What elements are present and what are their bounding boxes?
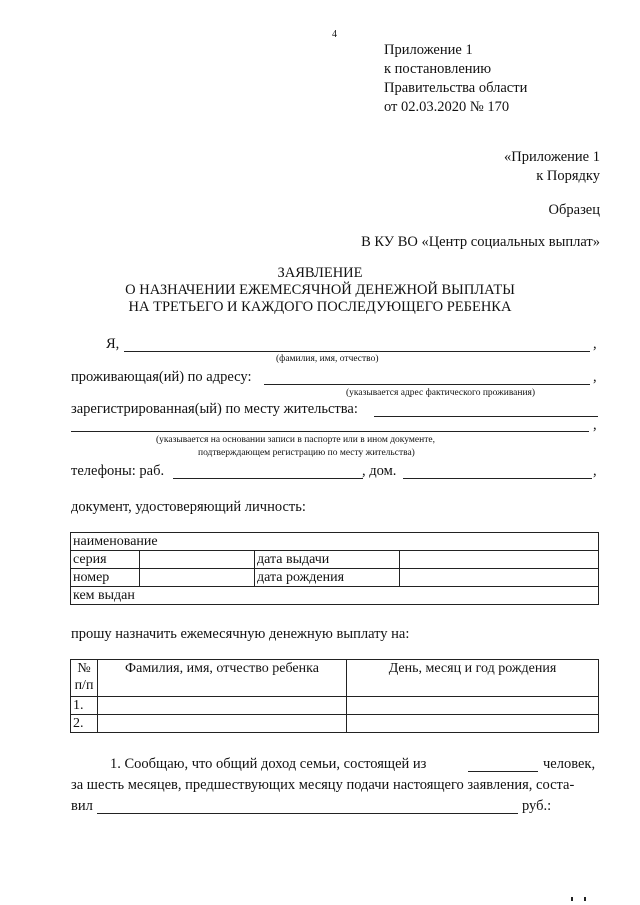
scan-mark	[571, 897, 573, 901]
child-birth-date-cell[interactable]	[347, 715, 599, 733]
home-phone-field[interactable]	[403, 478, 592, 479]
work-phone-field[interactable]	[173, 478, 363, 479]
attachment-block	[504, 148, 600, 186]
registered-hint-1: (указывается на основании записи в паспорте или в ином документе,	[156, 435, 435, 445]
sample-label: Образец	[548, 202, 600, 218]
header-block	[384, 41, 527, 117]
header-line: к постановлению	[384, 61, 492, 77]
fio-field[interactable]	[124, 351, 590, 352]
page-number: 4	[332, 29, 337, 40]
row-number: 1.	[71, 697, 98, 715]
id-document-table	[70, 532, 599, 605]
doc-birth-date-label: дата рождения	[255, 569, 400, 587]
attachment-line: к Порядку	[536, 168, 600, 184]
col-number-header-1: №	[77, 661, 91, 676]
doc-series-cell[interactable]	[140, 551, 255, 569]
document-label: документ, удостоверяющий личность:	[71, 499, 306, 515]
phones-label: телефоны: раб.	[71, 463, 165, 479]
child-name-cell[interactable]	[98, 697, 347, 715]
col-number-header	[71, 660, 98, 697]
ya-label: Я,	[106, 336, 120, 352]
header-line: Правительства области	[384, 80, 528, 96]
header-line: от 02.03.2020 № 170	[384, 99, 510, 115]
income-currency-label: руб.:	[522, 798, 552, 814]
registered-field-2[interactable]	[71, 431, 589, 432]
doc-name-cell[interactable]: наименование	[71, 533, 599, 551]
income-line-1: 1. Сообщаю, что общий доход семьи, состоящей из	[110, 756, 427, 772]
registered-field[interactable]	[374, 416, 598, 417]
child-birth-date-cell[interactable]	[347, 697, 599, 715]
home-phone-label: , дом.	[362, 463, 397, 479]
title-line: НА ТРЕТЬЕГО И КАЖДОГО ПОСЛЕДУЮЩЕГО РЕБЕНКА	[128, 299, 512, 315]
address-field[interactable]	[264, 384, 590, 385]
scan-mark	[584, 897, 586, 901]
col-birth-date-header: День, месяц и год рождения	[347, 660, 599, 697]
doc-issue-date-label: дата выдачи	[255, 551, 400, 569]
registered-hint-2: подтверждающем регистрацию по месту жительства)	[198, 448, 415, 458]
income-line-3-start: вил	[71, 798, 93, 814]
fio-hint: (фамилия, имя, отчество)	[276, 354, 379, 364]
address-label: проживающая(ий) по адресу:	[71, 369, 252, 385]
income-line-2: за шесть месяцев, предшествующих месяцу подачи настоящего заявления, соста-	[71, 777, 575, 793]
income-people-label: человек,	[543, 756, 596, 772]
title-line: ЗАЯВЛЕНИЕ	[277, 265, 363, 281]
header-line: Приложение 1	[384, 42, 473, 58]
addressee: В КУ ВО «Центр социальных выплат»	[361, 234, 600, 250]
comma: ,	[593, 336, 597, 352]
comma: ,	[593, 463, 597, 479]
col-number-header-2: п/п	[74, 678, 94, 693]
doc-number-label: номер	[71, 569, 140, 587]
doc-series-label: серия	[71, 551, 140, 569]
address-hint: (указывается адрес фактического проживания)	[346, 388, 536, 398]
doc-birth-date-cell[interactable]	[400, 569, 599, 587]
child-name-cell[interactable]	[98, 715, 347, 733]
registered-label: зарегистрированная(ый) по месту жительства:	[71, 401, 358, 417]
col-child-name-header: Фамилия, имя, отчество ребенка	[98, 660, 347, 697]
comma: ,	[593, 417, 597, 433]
title-line: О НАЗНАЧЕНИИ ЕЖЕМЕСЯЧНОЙ ДЕНЕЖНОЙ ВЫПЛАТЫ	[125, 282, 515, 298]
income-amount-field[interactable]	[97, 813, 518, 814]
document-title	[0, 265, 640, 316]
doc-number-cell[interactable]	[140, 569, 255, 587]
doc-issued-by-cell[interactable]: кем выдан	[71, 587, 599, 605]
row-number: 2.	[71, 715, 98, 733]
attachment-line: «Приложение 1	[504, 149, 600, 165]
request-label: прошу назначить ежемесячную денежную выплату на:	[71, 626, 410, 642]
doc-issue-date-cell[interactable]	[400, 551, 599, 569]
comma: ,	[593, 369, 597, 385]
family-size-field[interactable]	[468, 771, 538, 772]
children-table	[70, 659, 599, 733]
